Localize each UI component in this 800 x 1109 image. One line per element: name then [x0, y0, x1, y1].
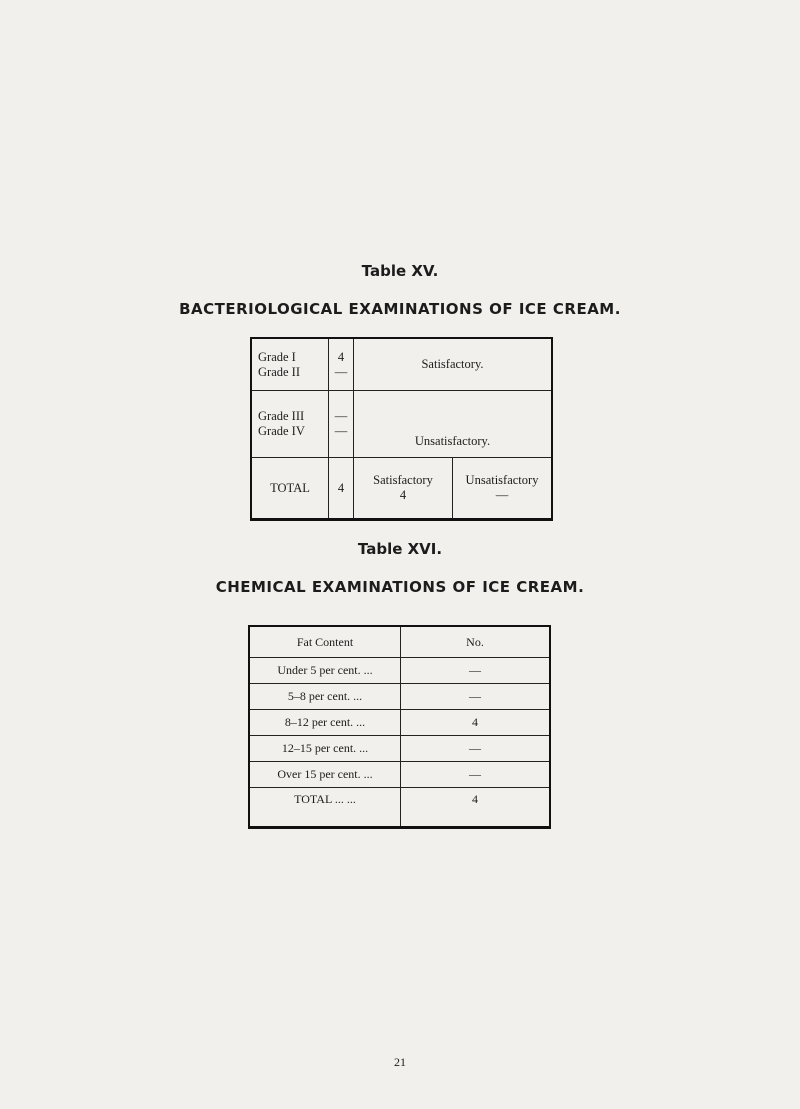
table-15-number: Table XV. [361, 262, 439, 280]
header-row [249, 626, 550, 658]
bacteriological-table [250, 337, 553, 521]
total-value: 4 [401, 788, 551, 828]
grade-label: Grade III [258, 409, 305, 423]
result-cell: Satisfactory. [354, 338, 553, 391]
column-header: Fat Content [249, 626, 401, 658]
table-row [249, 684, 550, 710]
no-cell: — [401, 736, 551, 762]
table-row [251, 391, 552, 458]
satisfactory-label: Satisfactory [373, 473, 433, 487]
table-row [249, 762, 550, 788]
fat-cell: Under 5 per cent. ... [249, 658, 401, 684]
table-row [251, 338, 552, 391]
no-cell: — [401, 762, 551, 788]
table-16-title: CHEMICAL EXAMINATIONS OF ICE CREAM. [215, 578, 585, 596]
grade-label: Grade I [258, 349, 296, 364]
satisfactory-value: 4 [399, 488, 407, 502]
grade-label: Grade II [258, 364, 300, 379]
chemical-table [248, 625, 551, 829]
grade-count: — [334, 409, 348, 423]
total-label: TOTAL [251, 458, 329, 520]
total-row [251, 458, 552, 520]
grade-count: 4 [337, 349, 345, 364]
column-header: No. [401, 626, 551, 658]
unsatisfactory-label: Unsatisfactory [465, 473, 539, 487]
no-cell: — [401, 658, 551, 684]
no-cell: — [401, 684, 551, 710]
grade-count: — [334, 424, 348, 438]
no-cell: 4 [401, 710, 551, 736]
fat-cell: 12–15 per cent. ... [249, 736, 401, 762]
grade-count: — [334, 364, 348, 379]
total-count: 4 [329, 458, 354, 520]
total-label: TOTAL ... ... [249, 788, 401, 828]
result-cell: Unsatisfactory. [354, 391, 553, 458]
page-number: 21 [394, 1055, 406, 1069]
table-row [249, 658, 550, 684]
fat-cell: 8–12 per cent. ... [249, 710, 401, 736]
grade-label: Grade IV [258, 424, 305, 438]
total-split [354, 458, 551, 518]
table-row [249, 710, 550, 736]
fat-cell: Over 15 per cent. ... [249, 762, 401, 788]
fat-cell: 5–8 per cent. ... [249, 684, 401, 710]
unsatisfactory-value: — [495, 488, 509, 502]
total-row [249, 788, 550, 828]
table-16-number: Table XVI. [357, 540, 443, 558]
table-row [249, 736, 550, 762]
table-15-title: BACTERIOLOGICAL EXAMINATIONS OF ICE CREAM. [179, 300, 621, 318]
